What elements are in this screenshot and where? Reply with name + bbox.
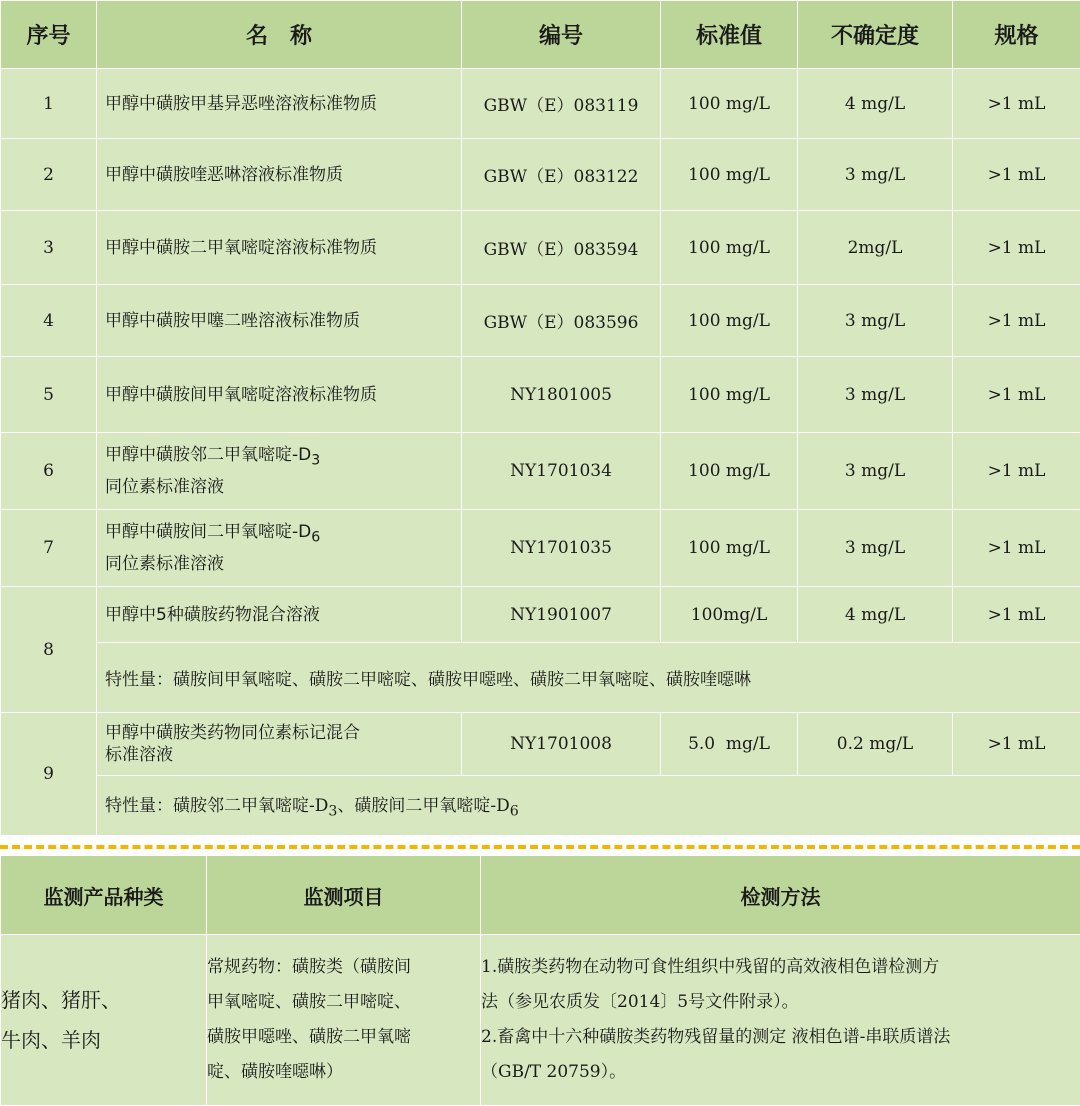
table-header-row <box>1 856 1080 935</box>
monitoring-table <box>0 855 1080 1106</box>
table-row <box>1 433 1080 510</box>
row-name <box>97 433 462 510</box>
row-name-line2: 同位素标准溶液 <box>105 474 461 500</box>
header-detection-method: 检测方法 <box>481 856 1080 935</box>
feature-cell <box>97 643 1080 713</box>
row-no: 4 <box>1 285 97 357</box>
dashed-divider <box>0 845 1080 849</box>
method-line: 2.畜禽中十六种磺胺类药物残留量的测定 液相色谱-串联质谱法 <box>481 1020 1080 1055</box>
row-code: NY1801005 <box>462 357 661 433</box>
header-product-type: 监测产品种类 <box>1 856 207 935</box>
items-line: 啶、磺胺喹噁啉） <box>207 1055 480 1090</box>
feature-row <box>1 643 1080 713</box>
method-line: （GB/T 20759）。 <box>481 1055 1080 1090</box>
row-uncertainty: 3 mg/L <box>798 510 953 587</box>
row-standard-value: 100 mg/L <box>661 69 798 139</box>
row-name <box>97 713 462 776</box>
row-name-line1: 甲醇中磺胺类药物同位素标记混合 <box>105 722 461 744</box>
table-row <box>1 285 1080 357</box>
items-line: 甲氧嘧啶、磺胺二甲嘧啶、 <box>207 985 480 1020</box>
feature-text: 、磺胺间二甲氧嘧啶-D <box>337 796 509 816</box>
row-spec: >1 mL <box>953 139 1080 211</box>
row-no: 1 <box>1 69 97 139</box>
header-monitoring-item: 监测项目 <box>207 856 481 935</box>
row-name: 甲醇中磺胺喹恶啉溶液标准物质 <box>97 139 462 211</box>
row-standard-value: 100 mg/L <box>661 510 798 587</box>
row-standard-value: 100 mg/L <box>661 285 798 357</box>
row-spec: >1 mL <box>953 713 1080 776</box>
row-uncertainty: 3 mg/L <box>798 285 953 357</box>
row-code: GBW（E）083596 <box>462 285 661 357</box>
row-uncertainty: 0.2 mg/L <box>798 713 953 776</box>
table-row <box>1 69 1080 139</box>
row-standard-value: 100 mg/L <box>661 211 798 285</box>
row-name-line2: 标准溶液 <box>105 744 461 766</box>
row-uncertainty: 2mg/L <box>798 211 953 285</box>
row-standard-value: 5.0 mg/L <box>661 713 798 776</box>
items-line: 常规药物：磺胺类（磺胺间 <box>207 950 480 985</box>
product-line: 牛肉、羊肉 <box>1 1020 206 1060</box>
items-line: 磺胺甲噁唑、磺胺二甲氧嘧 <box>207 1020 480 1055</box>
row-code: NY1701034 <box>462 433 661 510</box>
header-name: 名 称 <box>97 1 462 69</box>
row-name: 甲醇中磺胺甲噻二唑溶液标准物质 <box>97 285 462 357</box>
row-code: GBW（E）083122 <box>462 139 661 211</box>
feature-subscript: 3 <box>328 804 337 820</box>
table-row <box>1 139 1080 211</box>
product-line: 猪肉、猪肝、 <box>1 980 206 1020</box>
row-name: 甲醇中磺胺甲基异恶唑溶液标准物质 <box>97 69 462 139</box>
row-spec: >1 mL <box>953 510 1080 587</box>
row-no: 6 <box>1 433 97 510</box>
row-no: 2 <box>1 139 97 211</box>
row-no: 5 <box>1 357 97 433</box>
row-name-line1 <box>105 519 461 550</box>
row-uncertainty: 3 mg/L <box>798 433 953 510</box>
feature-label: 特性量： <box>105 670 173 690</box>
table-row <box>1 587 1080 643</box>
row-name-line2: 同位素标准溶液 <box>105 551 461 577</box>
row-no: 8 <box>1 587 97 713</box>
row-no: 9 <box>1 713 97 836</box>
row-spec: >1 mL <box>953 211 1080 285</box>
row-code: NY1701008 <box>462 713 661 776</box>
row-standard-value: 100 mg/L <box>661 357 798 433</box>
row-name-text: 甲醇中磺胺邻二甲氧嘧啶-D <box>105 445 311 465</box>
row-uncertainty: 3 mg/L <box>798 139 953 211</box>
row-name-text: 甲醇中磺胺间二甲氧嘧啶-D <box>105 522 311 542</box>
row-name: 甲醇中5种磺胺药物混合溶液 <box>97 587 462 643</box>
product-cell <box>1 935 207 1106</box>
method-line: 法（参见农质发〔2014〕5号文件附录）。 <box>481 985 1080 1020</box>
row-uncertainty: 4 mg/L <box>798 587 953 643</box>
table-row <box>1 211 1080 285</box>
header-no: 序号 <box>1 1 97 69</box>
row-uncertainty: 3 mg/L <box>798 357 953 433</box>
row-spec: >1 mL <box>953 285 1080 357</box>
feature-cell <box>97 776 1080 836</box>
row-code: NY1901007 <box>462 587 661 643</box>
table-row <box>1 713 1080 776</box>
row-name: 甲醇中磺胺二甲氧嘧啶溶液标准物质 <box>97 211 462 285</box>
header-spec: 规格 <box>953 1 1080 69</box>
methods-cell <box>481 935 1080 1106</box>
table-header-row <box>1 1 1080 69</box>
feature-label: 特性量： <box>105 796 173 816</box>
row-spec: >1 mL <box>953 69 1080 139</box>
row-name-subscript: 6 <box>311 530 320 546</box>
row-spec: >1 mL <box>953 433 1080 510</box>
row-name-subscript: 3 <box>311 453 320 469</box>
table-row <box>1 935 1080 1106</box>
row-spec: >1 mL <box>953 357 1080 433</box>
feature-text: 磺胺间甲氧嘧啶、磺胺二甲嘧啶、磺胺甲噁唑、磺胺二甲氧嘧啶、磺胺喹噁啉 <box>173 670 751 690</box>
feature-row <box>1 776 1080 836</box>
row-spec: >1 mL <box>953 587 1080 643</box>
row-standard-value: 100 mg/L <box>661 433 798 510</box>
row-standard-value: 100mg/L <box>661 587 798 643</box>
header-uncertainty: 不确定度 <box>798 1 953 69</box>
table-row <box>1 510 1080 587</box>
table-row <box>1 357 1080 433</box>
row-uncertainty: 4 mg/L <box>798 69 953 139</box>
row-name: 甲醇中磺胺间甲氧嘧啶溶液标准物质 <box>97 357 462 433</box>
method-line: 1.磺胺类药物在动物可食性组织中残留的高效液相色谱检测方 <box>481 950 1080 985</box>
header-standard-value: 标准值 <box>661 1 798 69</box>
items-cell <box>207 935 481 1106</box>
feature-subscript: 6 <box>510 804 519 820</box>
row-code: NY1701035 <box>462 510 661 587</box>
row-code: GBW（E）083119 <box>462 69 661 139</box>
row-code: GBW（E）083594 <box>462 211 661 285</box>
row-no: 3 <box>1 211 97 285</box>
row-no: 7 <box>1 510 97 587</box>
row-name-line1 <box>105 442 461 473</box>
row-standard-value: 100 mg/L <box>661 139 798 211</box>
feature-text: 磺胺邻二甲氧嘧啶-D <box>173 796 328 816</box>
row-name <box>97 510 462 587</box>
header-code: 编号 <box>462 1 661 69</box>
